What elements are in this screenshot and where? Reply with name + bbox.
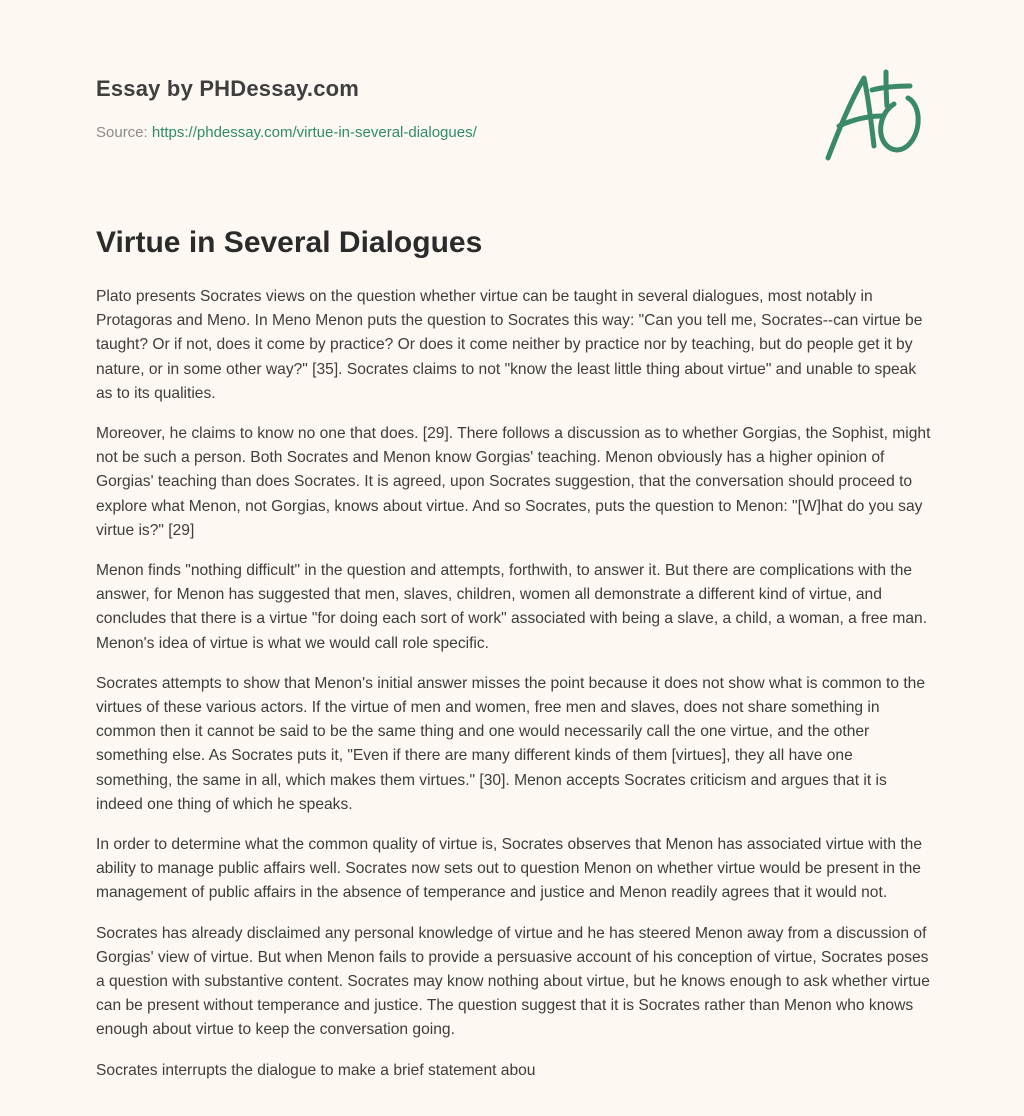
essay-header	[96, 0, 932, 190]
essay-title: Virtue in Several Dialogues	[96, 226, 483, 259]
a-plus-logo-icon	[824, 66, 928, 166]
source-label: Source:	[96, 124, 152, 141]
source-line	[96, 124, 477, 141]
site-title: Essay by PHDessay.com	[96, 76, 360, 101]
essay-paragraph: Menon finds "nothing difficult" in the question and attempts, forthwith, to answer it. But there are complications with the answer, for Menon has suggested that men, slaves, children, women all demonstrate a different kind of virtue, and concludes that there is a virtue "for doing each sort of work" associated with being a slave, a child, a woman, a free man. Menon's idea of virtue is what we would call role specific.	[96, 562, 928, 652]
essay-page	[96, 0, 932, 1079]
essay-body	[96, 285, 932, 1099]
essay-paragraph: In order to determine what the common quality of virtue is, Socrates observes that Menon has associated virtue with the ability to manage public affairs well. Socrates now sets out to question Menon on whether virtue would be present in the management of public affairs in the absence of temperance and justice and Menon readily agrees that it would not.	[96, 836, 923, 902]
essay-paragraph: Plato presents Socrates views on the question whether virtue can be taught in several dialogues, most notably in Protagoras and Meno. In Meno Menon puts the question to Socrates this way: "Can you tell me, Socrates--can virtue be taught? Or if not, does it come by practice? Or does it come neither by practice nor by teaching, but do people get it by nature, or in some other way?" [35]. Socrates claims to not "know the least little thing about virtue" and unable to speak as to its qualities.	[96, 288, 923, 402]
essay-paragraph: Moreover, he claims to know no one that does. [29]. There follows a discussion as to whether Gorgias, the Sophist, might not be such a person. Both Socrates and Menon know Gorgias' teaching. Menon obviously has a higher opinion of Gorgias' teaching than does Socrates. It is agreed, upon Socrates suggestion, that the conversation should proceed to explore what Menon, not Gorgias, knows about virtue. And so Socrates, puts the question to Menon: "[W]hat do you say virtue is?" [29]	[96, 425, 931, 539]
essay-paragraph: Socrates has already disclaimed any personal knowledge of virtue and he has steered Menon away from a discussion of Gorgias' view of virtue. But when Menon fails to provide a persuasive account of his conception of virtue, Socrates poses a question with substantive content. Socrates may know nothing about virtue, but he knows enough to ask whether virtue can be present without temperance and justice. The question suggest that it is Socrates rather than Menon who knows enough about virtue to keep the conversation going.	[96, 924, 930, 1039]
essay-paragraph: Socrates interrupts the dialogue to make a brief statement abou	[96, 1061, 536, 1079]
source-link[interactable]: https://phdessay.com/virtue-in-several-dialogues/	[151, 124, 477, 141]
essay-paragraph: Socrates attempts to show that Menon's initial answer misses the point because it does not show what is common to the virtues of these various actors. If the virtue of men and women, free men and slaves, does not share something in common then it cannot be said to be the same thing and one would necessarily call the one virtue, and the other something else. As Socrates puts it, "Even if there are many different kinds of them [virtues], they all have one something, the same in all, which makes them virtues." [30]. Menon accepts Socrates criticism and argues that it is indeed one thing of which he speaks.	[96, 674, 925, 813]
